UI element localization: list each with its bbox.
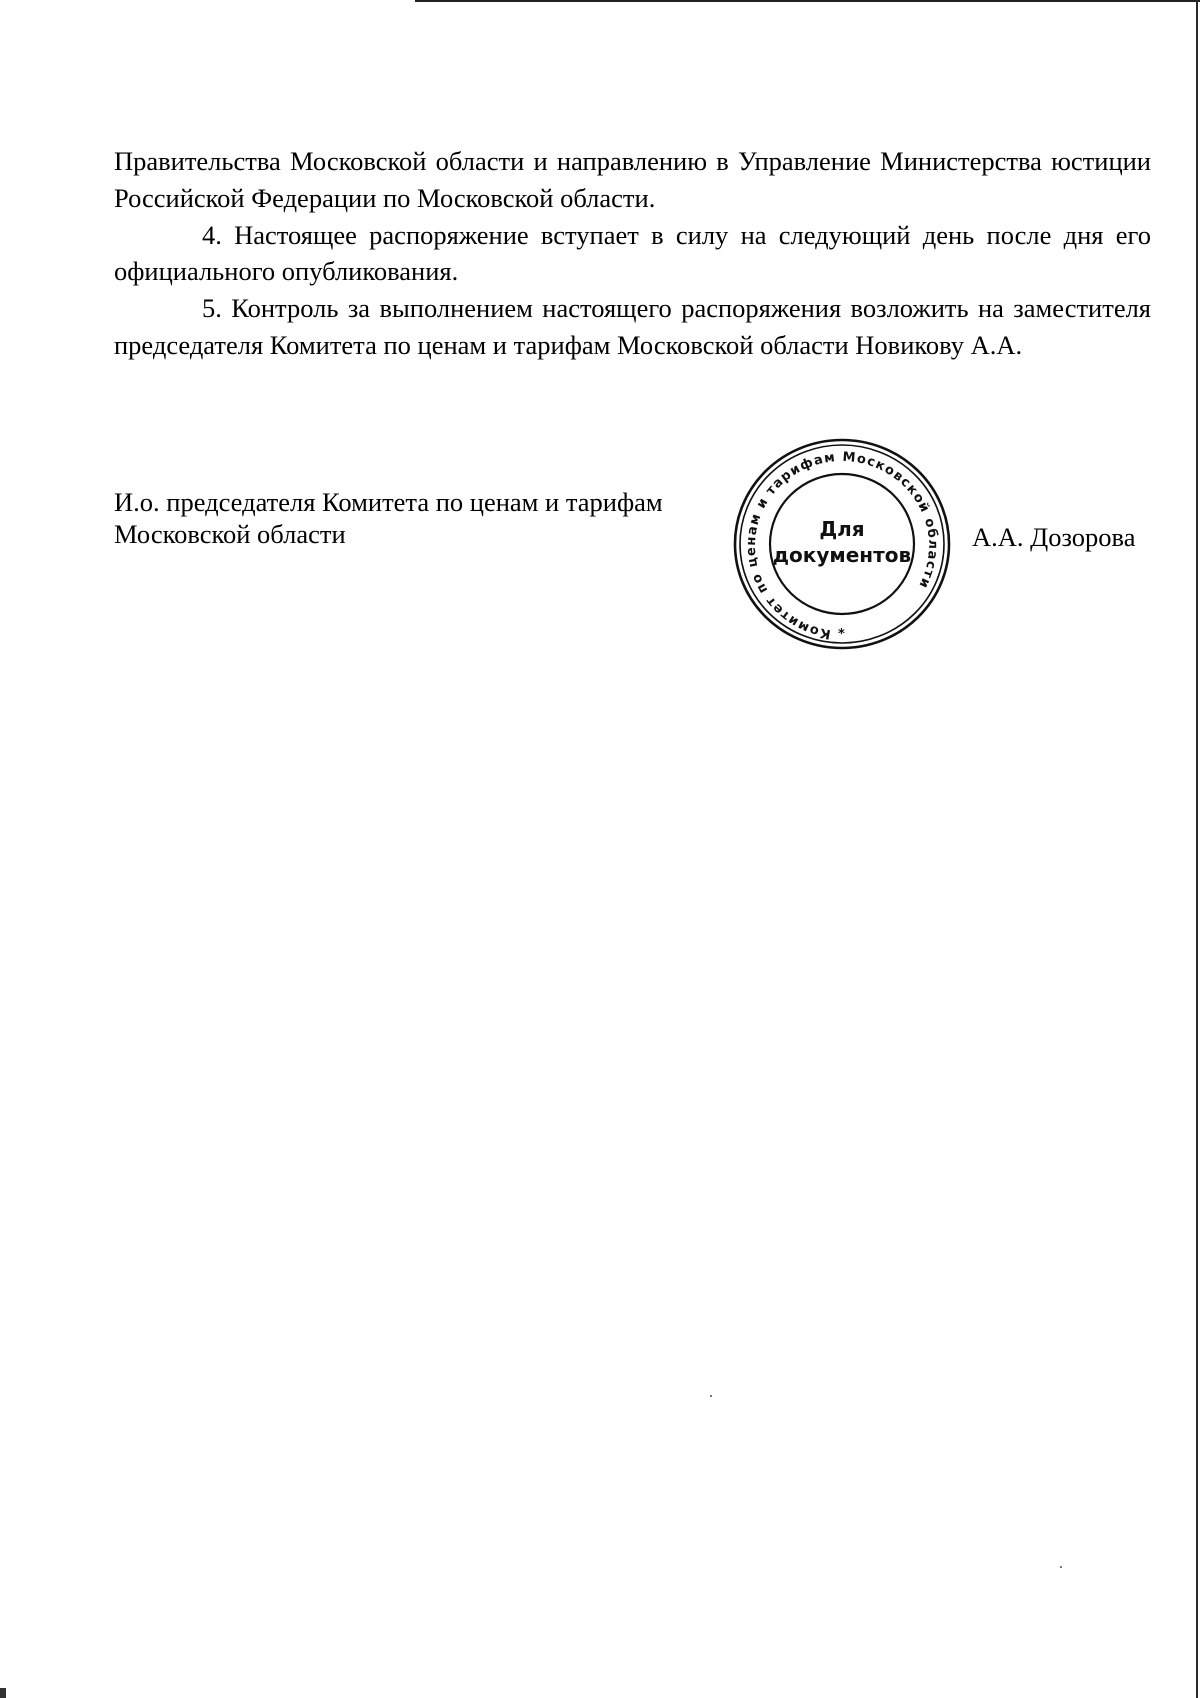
seal-star-icon: *	[838, 627, 846, 642]
scan-speck	[1060, 1566, 1062, 1568]
official-seal-stamp	[724, 434, 960, 654]
scan-edge-left	[0, 1688, 6, 1698]
paragraph-continuation: Правительства Московской области и направлению в Управление Министерства юстиции Российской Федерации по Московской области.	[114, 146, 1151, 213]
scan-speck	[710, 1395, 712, 1397]
seal-center-line-2: документов	[772, 543, 912, 567]
seal-center-line-1: Для	[819, 517, 865, 541]
paragraph-item-4: 4. Настоящее распоряжение вступает в силу на следующий день после дня его официального опубликования.	[114, 219, 1151, 287]
signatory-title: И.о. председателя Комитета по ценам и тарифам Московской области	[114, 487, 663, 549]
scan-edge-right	[1196, 0, 1198, 1698]
scan-edge-top	[415, 0, 1200, 2]
paragraph-item-5: 5. Контроль за выполнением настоящего распоряжения возложить на заместителя председателя Комитета по ценам и тарифам Московской области Новикову А.А.	[114, 293, 1151, 360]
seal-ring-text: Комитет по ценам и тарифам Московской области	[743, 449, 941, 642]
signatory-name: А.А. Дозорова	[972, 522, 1136, 552]
seal-graphic	[724, 434, 960, 654]
body-text	[114, 143, 1151, 364]
